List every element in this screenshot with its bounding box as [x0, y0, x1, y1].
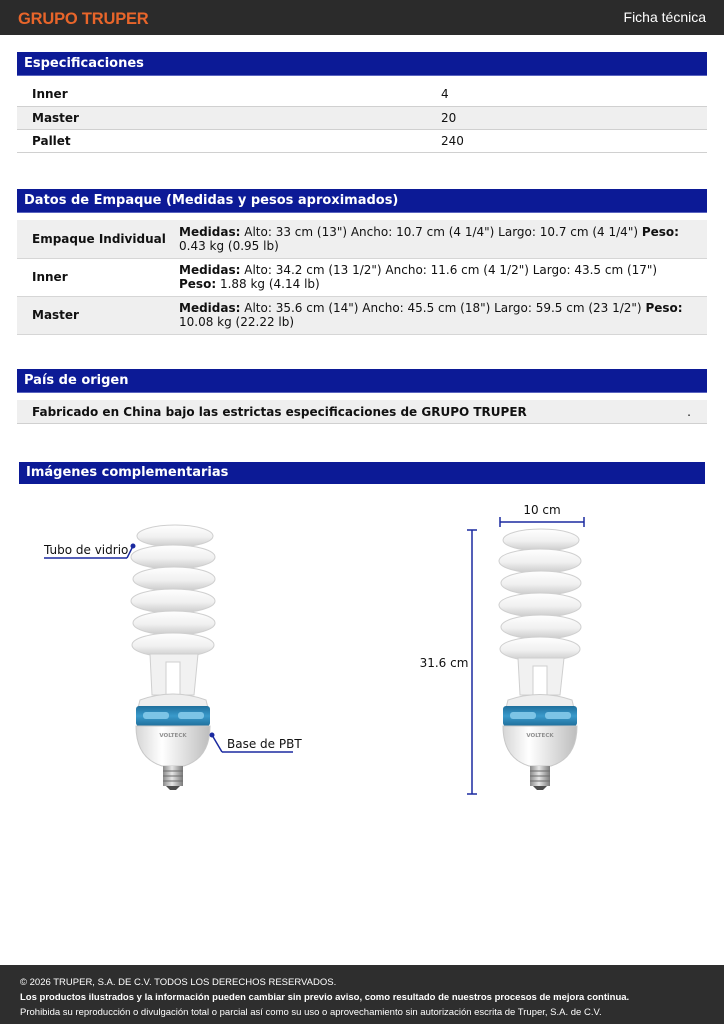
specs-section-title: Especificaciones	[17, 52, 707, 76]
brand-logo: GRUPO TRUPER	[18, 10, 149, 28]
bulb-left	[131, 525, 215, 790]
spec-value: 20	[441, 110, 457, 125]
package-label: Master	[32, 308, 79, 322]
spec-value: 240	[441, 133, 464, 148]
product-images	[0, 490, 724, 810]
table-row	[17, 220, 707, 258]
package-detail	[179, 220, 707, 258]
document-type: Ficha técnica	[623, 9, 706, 25]
package-measures: Alto: 35.6 cm (14") Ancho: 45.5 cm (18") Largo: 59.5 cm (23 1/2")	[244, 301, 642, 315]
footer-copyright: © 2026 TRUPER, S.A. DE C.V. TODOS LOS DERECHOS RESERVADOS.	[20, 977, 337, 988]
base-collar	[138, 694, 208, 708]
packaging-table	[17, 220, 707, 335]
table-row	[17, 258, 707, 296]
weight-label: Peso:	[645, 301, 683, 315]
table-row	[17, 83, 707, 106]
callout-glass-label: Tubo de vidrio	[44, 543, 129, 557]
spec-label: Master	[32, 110, 79, 125]
bulb-brand-label: VOLTECK	[526, 733, 554, 739]
bulb-right	[499, 529, 581, 790]
top-bar	[0, 0, 724, 35]
width-label: 10 cm	[523, 503, 561, 517]
footer-legal: Prohibida su reproducción o divulgación total o parcial así como su uso o aprovechamiento sin autorización escrita de Truper, S.A. de C.V.	[20, 1007, 602, 1018]
weight-label: Peso:	[641, 224, 679, 239]
origin-section-title: País de origen	[17, 369, 707, 393]
package-measures: Alto: 33 cm (13") Ancho: 10.7 cm (4 1/4") Largo: 10.7 cm (4 1/4")	[244, 224, 639, 239]
measures-label: Medidas:	[179, 301, 241, 315]
package-measures: Alto: 34.2 cm (13 1/2") Ancho: 11.6 cm (4 1/2") Largo: 43.5 cm (17")	[244, 263, 658, 277]
measures-label: Medidas:	[179, 263, 241, 277]
height-label: 31.6 cm	[419, 656, 469, 670]
table-row	[17, 296, 707, 334]
callout-glass	[43, 543, 136, 558]
callout-base	[210, 733, 303, 753]
packaging-section-title: Datos de Empaque (Medidas y pesos aproximados)	[17, 189, 707, 213]
width-dimension	[500, 503, 584, 527]
origin-text: Fabricado en China bajo las estrictas especificaciones de GRUPO TRUPER	[32, 405, 527, 419]
bulb-housing	[136, 726, 210, 766]
origin-row	[17, 400, 707, 424]
footer-notice: Los productos ilustrados y la información pueden cambiar sin previo aviso, como resultado de nuestros procesos de mejora continua.	[20, 992, 630, 1003]
spec-label: Pallet	[32, 133, 71, 148]
package-weight: 10.08 kg (22.22 lb)	[179, 315, 295, 329]
spec-value: 4	[441, 87, 449, 102]
callout-base-label: Base de PBT	[227, 737, 302, 751]
package-detail	[179, 296, 707, 334]
measures-label: Medidas:	[179, 224, 241, 239]
package-weight: 0.43 kg (0.95 lb)	[179, 238, 279, 253]
glass-coil	[131, 525, 215, 695]
specs-table	[17, 83, 707, 153]
package-weight: 1.88 kg (4.14 lb)	[219, 277, 320, 291]
table-row	[17, 106, 707, 129]
package-label: Empaque Individual	[32, 231, 166, 246]
package-label: Inner	[32, 270, 68, 284]
weight-label: Peso:	[179, 277, 217, 291]
spec-label: Inner	[32, 87, 68, 102]
origin-trailing: .	[687, 405, 691, 419]
images-section-title: Imágenes complementarias	[19, 462, 705, 484]
height-dimension	[420, 530, 477, 794]
bulb-brand-label: VOLTECK	[159, 733, 187, 739]
footer	[0, 965, 724, 1024]
table-row	[17, 129, 707, 152]
package-detail	[179, 258, 707, 296]
